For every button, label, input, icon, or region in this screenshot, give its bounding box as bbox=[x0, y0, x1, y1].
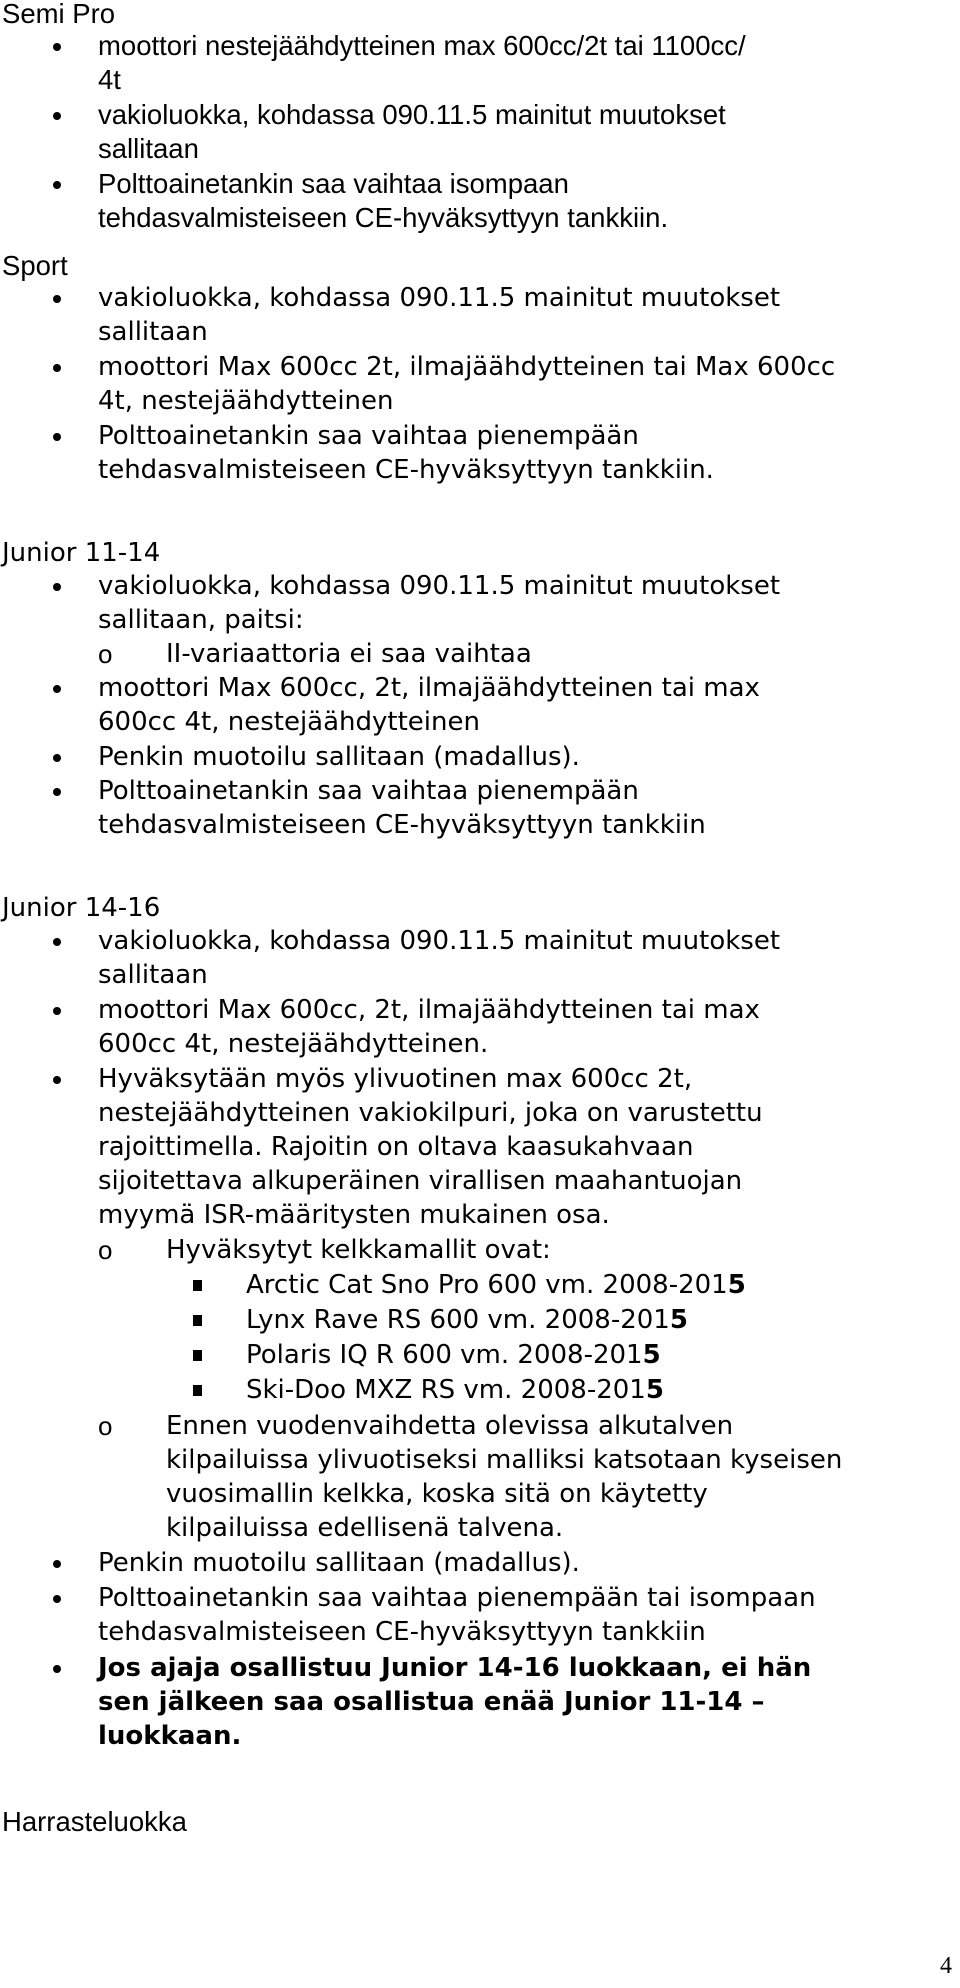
bullet bbox=[53, 1076, 61, 1084]
bullet bbox=[53, 43, 61, 51]
list-item-text: Jos ajaja osallistuu Junior 14-16 luokkaan, ei hän bbox=[98, 1653, 812, 1683]
list-item-text: vakioluokka, kohdassa 090.11.5 mainitut muutokset bbox=[98, 571, 781, 601]
bullet bbox=[53, 1560, 61, 1568]
list-item-text: Polttoainetankin saa vaihtaa pienempään tai isompaan bbox=[98, 1583, 816, 1613]
section-heading-junior-11-14: Junior 11-14 bbox=[2, 538, 161, 568]
circle-bullet: o bbox=[98, 1235, 113, 1265]
list-item-text: sallitaan bbox=[98, 317, 208, 347]
list-item-text: moottori nestejäähdytteinen max 600cc/2t tai 1100cc/ bbox=[98, 30, 746, 61]
bullet bbox=[53, 364, 61, 372]
list-item-text: vakioluokka, kohdassa 090.11.5 mainitut muutokset bbox=[98, 926, 781, 956]
bullet bbox=[53, 1595, 61, 1603]
list-item-text: Polttoainetankin saa vaihtaa isompaan bbox=[98, 168, 569, 199]
circle-bullet: o bbox=[98, 1411, 113, 1441]
circle-bullet: o bbox=[98, 639, 113, 669]
list-item-text: sen jälkeen saa osallistua enää Junior 11-14 – bbox=[98, 1687, 765, 1717]
section-heading-junior-14-16: Junior 14-16 bbox=[2, 893, 161, 923]
list-item-text: sallitaan bbox=[98, 960, 208, 990]
square-bullet bbox=[193, 1350, 202, 1361]
list-item-text: Ennen vuodenvaihdetta olevissa alkutalven bbox=[166, 1411, 734, 1441]
list-item-text: tehdasvalmisteiseen CE-hyväksyttyyn tankkiin bbox=[98, 1617, 706, 1647]
list-item-text: 600cc 4t, nestejäähdytteinen. bbox=[98, 1029, 489, 1059]
list-item-text: sallitaan, paitsi: bbox=[98, 605, 304, 635]
list-item-text: sijoitettava alkuperäinen virallisen maahantuojan bbox=[98, 1166, 743, 1196]
list-item-text: Penkin muotoilu sallitaan (madallus). bbox=[98, 742, 580, 772]
list-item-text: Polttoainetankin saa vaihtaa pienempään bbox=[98, 776, 639, 806]
model-text: Polaris IQ R 600 vm. 2008-2015 bbox=[246, 1340, 661, 1370]
list-item-text: Hyväksytään myös ylivuotinen max 600cc 2t, bbox=[98, 1064, 693, 1094]
model-text: Arctic Cat Sno Pro 600 vm. 2008-2015 bbox=[246, 1270, 746, 1300]
list-item-text: vuosimallin kelkka, koska sitä on käytetty bbox=[166, 1479, 708, 1509]
square-bullet bbox=[193, 1385, 202, 1396]
list-item-text: kilpailuissa ylivuotiseksi malliksi katsotaan kyseisen bbox=[166, 1445, 843, 1475]
section-heading-harrasteluokka: Harrasteluokka bbox=[2, 1806, 187, 1837]
bullet bbox=[53, 1007, 61, 1015]
bullet bbox=[53, 181, 61, 189]
list-item-text: nestejäähdytteinen vakiokilpuri, joka on varustettu bbox=[98, 1098, 763, 1128]
list-item-text: 600cc 4t, nestejäähdytteinen bbox=[98, 707, 480, 737]
bullet bbox=[53, 938, 61, 946]
list-item-text: moottori Max 600cc, 2t, ilmajäähdytteinen tai max bbox=[98, 995, 760, 1025]
list-item-text: tehdasvalmisteiseen CE-hyväksyttyyn tankkiin bbox=[98, 810, 706, 840]
page-number: 4 bbox=[940, 1953, 952, 1979]
bullet bbox=[53, 295, 61, 303]
list-item-text: kilpailuissa edellisenä talvena. bbox=[166, 1513, 564, 1543]
list-item-text: Hyväksytyt kelkkamallit ovat: bbox=[166, 1235, 551, 1265]
section-heading-sport: Sport bbox=[2, 250, 68, 281]
list-item-text: II-variaattoria ei saa vaihtaa bbox=[166, 639, 532, 669]
square-bullet bbox=[193, 1315, 202, 1326]
list-item-text: sallitaan bbox=[98, 133, 199, 164]
list-item-text: vakioluokka, kohdassa 090.11.5 mainitut muutokset bbox=[98, 99, 726, 130]
list-item-text: moottori Max 600cc, 2t, ilmajäähdytteinen tai max bbox=[98, 673, 760, 703]
square-bullet bbox=[193, 1280, 202, 1291]
list-item-text: moottori Max 600cc 2t, ilmajäähdytteinen tai Max 600cc bbox=[98, 352, 836, 382]
list-item-text: Penkin muotoilu sallitaan (madallus). bbox=[98, 1548, 580, 1578]
list-item-text: vakioluokka, kohdassa 090.11.5 mainitut muutokset bbox=[98, 283, 781, 313]
bullet bbox=[53, 433, 61, 441]
bullet bbox=[53, 112, 61, 120]
section-heading-semi-pro: Semi Pro bbox=[2, 0, 116, 29]
list-item-text: luokkaan. bbox=[98, 1721, 242, 1751]
bullet bbox=[53, 1665, 61, 1673]
list-item-text: tehdasvalmisteiseen CE-hyväksyttyyn tankkiin. bbox=[98, 202, 669, 233]
bullet bbox=[53, 685, 61, 693]
model-text: Ski-Doo MXZ RS vm. 2008-2015 bbox=[246, 1375, 664, 1405]
list-item-text: myymä ISR-määritysten mukainen osa. bbox=[98, 1200, 610, 1230]
bullet bbox=[53, 788, 61, 796]
list-item-text: Polttoainetankin saa vaihtaa pienempään bbox=[98, 421, 639, 451]
bullet bbox=[53, 754, 61, 762]
list-item-text: rajoittimella. Rajoitin on oltava kaasukahvaan bbox=[98, 1132, 694, 1162]
list-item-text: tehdasvalmisteiseen CE-hyväksyttyyn tankkiin. bbox=[98, 455, 714, 485]
model-text: Lynx Rave RS 600 vm. 2008-2015 bbox=[246, 1305, 688, 1335]
list-item-text: 4t bbox=[98, 64, 121, 95]
list-item-text: 4t, nestejäähdytteinen bbox=[98, 386, 394, 416]
bullet bbox=[53, 583, 61, 591]
